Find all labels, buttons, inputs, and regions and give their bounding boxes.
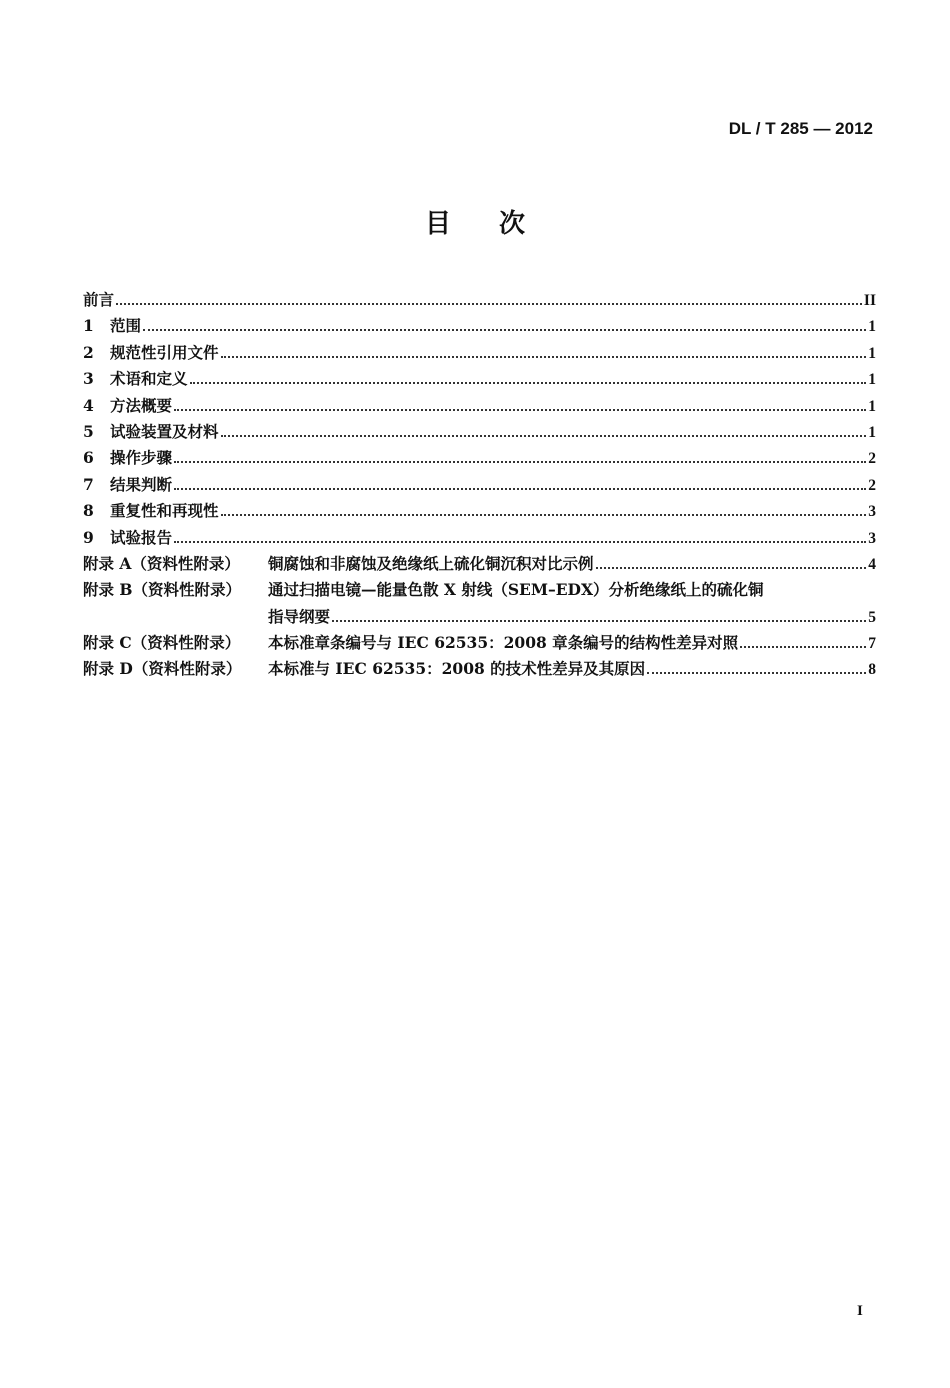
appendix-label: 附录 C（资料性附录）: [83, 633, 241, 653]
appendix-label: 附录 D（资料性附录）: [83, 659, 242, 679]
appendix-entry[interactable]: [83, 631, 876, 657]
section-title: 重复性和再现性: [110, 501, 219, 521]
section-title: 操作步骤: [110, 448, 173, 468]
section-title: 结果判断: [110, 474, 173, 494]
dot-leader: [221, 435, 867, 437]
dot-leader: [647, 672, 866, 674]
toc-entry[interactable]: [83, 473, 876, 499]
page-ref: 1: [868, 318, 876, 336]
table-of-contents: [83, 288, 876, 684]
document-code: DL / T 285 — 2012: [728, 119, 873, 138]
toc-entry[interactable]: [83, 446, 876, 472]
dot-leader: [174, 409, 866, 411]
toc-entry[interactable]: [83, 314, 876, 340]
section-title: 术语和定义: [110, 369, 188, 389]
section-number: 1: [83, 316, 94, 336]
appendix-entry[interactable]: [83, 578, 876, 604]
appendix-entry[interactable]: [83, 552, 876, 578]
section-number: 8: [83, 501, 94, 521]
toc-entry[interactable]: [83, 526, 876, 552]
dot-leader: [332, 620, 866, 622]
page-ref: 1: [868, 371, 876, 389]
appendix-label: 附录 B（资料性附录）: [83, 580, 241, 600]
appendix-entry-continued[interactable]: [83, 605, 876, 631]
dot-leader: [174, 488, 866, 490]
dot-leader: [190, 382, 867, 384]
toc-entry[interactable]: [83, 394, 876, 420]
page-ref: 8: [868, 661, 876, 679]
page-ref: 4: [868, 555, 876, 573]
section-number: 5: [83, 421, 94, 441]
appendix-title: 本标准章条编号与 IEC 62535：2008 章条编号的结构性差异对照: [268, 633, 739, 653]
page-number: I: [857, 1303, 863, 1319]
appendix-entry[interactable]: [83, 657, 876, 683]
page-ref: 3: [868, 503, 876, 521]
section-number: 2: [83, 342, 94, 362]
page-ref: 2: [868, 450, 876, 468]
dot-leader: [596, 567, 867, 569]
toc-entry[interactable]: [83, 288, 876, 314]
section-title: 规范性引用文件: [110, 342, 219, 362]
section-number: 6: [83, 448, 94, 468]
dot-leader: [221, 356, 867, 358]
section-number: 3: [83, 369, 94, 389]
appendix-title: 铜腐蚀和非腐蚀及绝缘纸上硫化铜沉积对比示例: [268, 553, 594, 573]
dot-leader: [740, 646, 866, 648]
section-title: 试验装置及材料: [110, 421, 219, 441]
dot-leader: [116, 303, 862, 305]
page-title: 目次: [424, 209, 573, 239]
section-title: 试验报告: [110, 527, 173, 547]
section-number: 4: [83, 395, 94, 415]
page-ref: 1: [868, 423, 876, 441]
page-ref: 2: [868, 476, 876, 494]
dot-leader: [221, 514, 867, 516]
dot-leader: [174, 461, 866, 463]
toc-entry[interactable]: [83, 341, 876, 367]
page-ref: 1: [868, 344, 876, 362]
page-ref: 5: [868, 608, 876, 626]
section-number: 7: [83, 474, 94, 494]
page-ref: 3: [868, 529, 876, 547]
appendix-title-continued: 指导纲要: [268, 606, 331, 626]
toc-entry[interactable]: [83, 367, 876, 393]
toc-entry[interactable]: [83, 499, 876, 525]
section-title: 范围: [110, 316, 142, 336]
appendix-label: 附录 A（资料性附录）: [83, 553, 240, 573]
appendix-title: 本标准与 IEC 62535：2008 的技术性差异及其原因: [268, 659, 646, 679]
page-ref: 1: [868, 397, 876, 415]
page-ref: II: [863, 292, 876, 309]
section-number: 9: [83, 527, 94, 547]
section-title: 方法概要: [110, 395, 173, 415]
appendix-title: 通过扫描电镜—能量色散 X 射线（SEM–EDX）分析绝缘纸上的硫化铜: [268, 580, 764, 600]
toc-entry[interactable]: [83, 420, 876, 446]
section-title: 前言: [83, 290, 115, 309]
dot-leader: [143, 329, 866, 331]
dot-leader: [174, 541, 866, 543]
page-ref: 7: [868, 635, 876, 653]
